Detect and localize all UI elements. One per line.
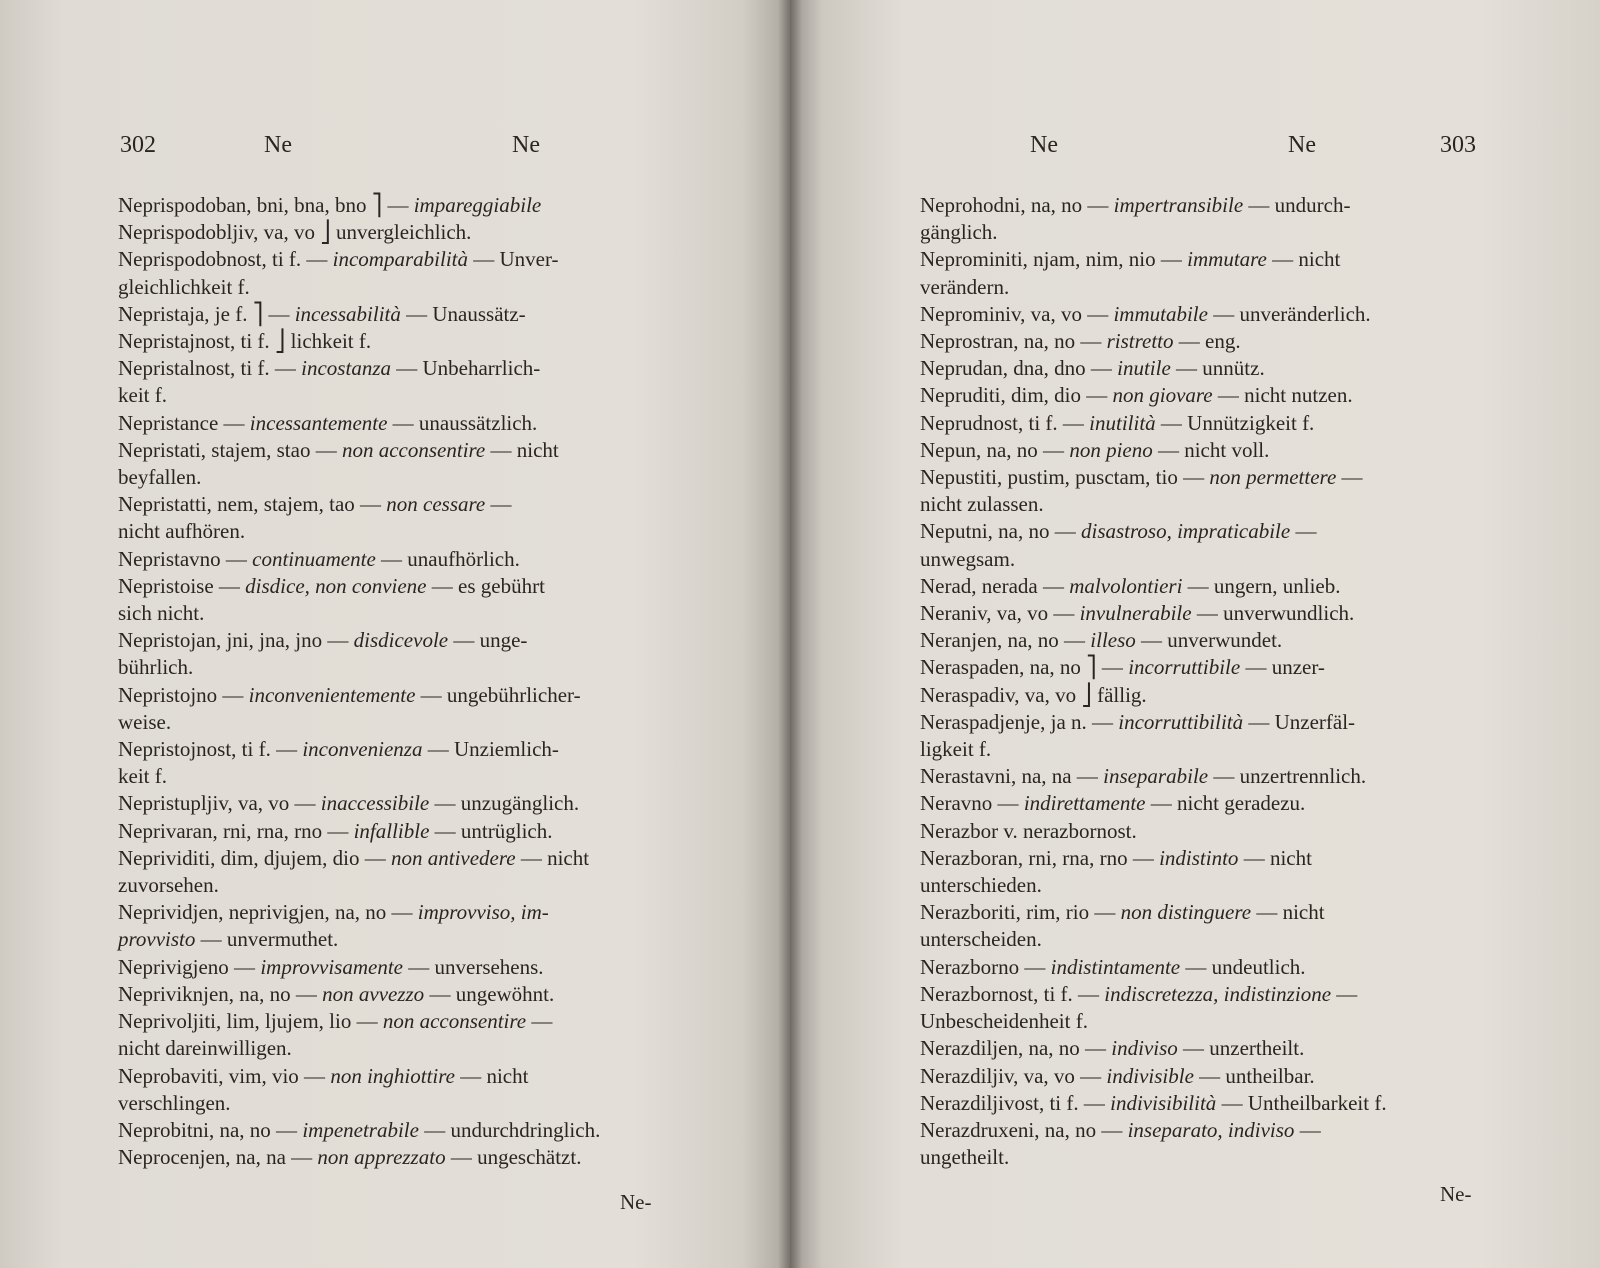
german-equivalent: — es gebührt [426,573,545,598]
german-equivalent: — untrüglich. [429,818,553,843]
entry-text: keit f. [118,764,167,789]
german-equivalent: — nicht [485,437,559,462]
entry-text: Neprivaran, rni, rna, rno — [118,818,354,843]
german-equivalent: — nicht [1251,900,1325,925]
entry-text: Nepustiti, pustim, pusctam, tio — [920,465,1210,490]
entry-line [118,954,718,981]
entry-line [118,382,718,409]
italian-equivalent: non avvezzo [322,981,425,1006]
entry-line [118,981,718,1008]
entry-text: unwegsam. [920,546,1016,571]
german-equivalent: — unveränderlich. [1207,301,1371,326]
entry-line [118,682,718,709]
italian-equivalent: non acconsentire [341,437,486,462]
entry-line [118,464,718,491]
entry-line [118,1008,718,1035]
entry-line [118,872,718,899]
entry-text: verschlingen. [118,1090,231,1115]
german-equivalent: — nicht [1266,247,1341,272]
entry-line [920,246,1540,273]
entry-text: Neraspadiv, va, vo ⎦ fällig. [920,682,1147,707]
italian-equivalent: impertransibile [1113,193,1244,217]
entry-line [920,654,1540,681]
german-equivalent: — [1290,519,1317,544]
entry-line [118,600,718,627]
italian-equivalent: invulnerabile [1079,601,1192,626]
italian-equivalent: indistinto [1159,845,1239,870]
entry-line [118,1144,718,1171]
german-equivalent: — [1336,465,1363,490]
german-equivalent: — nicht [515,845,590,870]
italian-equivalent: indirettamente [1023,791,1146,816]
entry-text: Nepruditi, dim, dio — [920,383,1113,408]
entry-text: Neprividjen, neprivigjen, na, no — [118,900,418,925]
entry-text: Nerastavni, na, na — [920,764,1104,789]
entry-line [118,736,718,763]
dictionary-entries-right [920,192,1540,1171]
entry-line [118,926,718,953]
german-equivalent: — ungern, unlieb. [1182,573,1341,598]
german-equivalent: — nicht nutzen. [1212,383,1353,408]
entry-line [118,1035,718,1062]
italian-equivalent: non giovare [1112,383,1213,408]
italian-equivalent: disdice, non conviene [245,573,427,598]
entry-line [118,246,718,273]
entry-line [920,818,1540,845]
entry-text: Nepriviknjen, na, no — [118,981,323,1006]
entry-text: Nepristajnost, ti f. ⎦ lichkeit f. [118,329,372,354]
entry-text: Nepristaja, je f. ⎤ — [118,301,295,326]
running-head-left: Ne [1030,132,1058,158]
entry-text: keit f. [118,383,167,408]
italian-equivalent: non permettere [1209,465,1337,490]
italian-equivalent: inaccessibile [320,791,430,816]
italian-equivalent: continuamente [252,546,376,571]
german-equivalent: — unaufhörlich. [375,546,520,571]
german-equivalent: — unzer- [1240,655,1325,680]
catchword: Ne- [1440,1182,1472,1206]
entry-text: Nepristance — [118,410,250,435]
entry-line [118,491,718,518]
entry-line [118,899,718,926]
entry-text: zuvorsehen. [118,873,219,898]
italian-equivalent: non antivedere [390,845,516,870]
entry-line [920,546,1540,573]
german-equivalent: — nicht voll. [1152,437,1270,462]
entry-text: nicht dareinwilligen. [118,1036,292,1061]
italian-equivalent: non distinguere [1120,900,1252,925]
entry-line [920,491,1540,518]
entry-line [920,1035,1540,1062]
entry-line [118,763,718,790]
entry-text: Nerazdiljen, na, no — [920,1036,1112,1061]
entry-line [118,1117,718,1144]
entry-text: nicht aufhören. [118,519,246,544]
running-head-right: Ne [512,132,540,158]
italian-equivalent: ristretto [1106,329,1174,354]
italian-equivalent: inseparabile [1103,764,1209,789]
entry-text: beyfallen. [118,465,202,490]
italian-equivalent: provvisto [118,927,196,952]
entry-text: Neraspaden, na, no ⎤ — [920,655,1129,680]
entry-line [920,899,1540,926]
entry-text: Neprocenjen, na, na — [118,1145,318,1170]
entry-text: Neputni, na, no — [920,519,1081,544]
entry-text: Neprivigjeno — [118,954,261,979]
italian-equivalent: incomparabilità [332,247,468,272]
entry-line [920,926,1540,953]
entry-line [920,954,1540,981]
entry-text: nicht zulassen. [920,492,1044,517]
italian-equivalent: non pieno [1069,437,1153,462]
entry-text: Nepristoise — [118,573,246,598]
entry-line [118,219,718,246]
entry-text: gleichlichkeit f. [118,274,250,299]
entry-text: Nepristupljiv, va, vo — [118,791,321,816]
entry-line [118,546,718,573]
entry-text: Nepristojnost, ti f. — [118,737,303,762]
entry-text: Nepristalnost, ti f. — [118,356,302,381]
italian-equivalent: inconvenienza [302,737,423,762]
entry-line [920,192,1540,219]
entry-text: Unbescheidenheit f. [920,1009,1088,1034]
italian-equivalent: inutilità [1089,410,1156,435]
italian-equivalent: non inghiottire [330,1063,455,1088]
entry-line [118,654,718,681]
german-equivalent: — Untheilbarkeit f. [1216,1090,1387,1115]
entry-line [920,627,1540,654]
entry-text: Neprominiv, va, vo — [920,301,1114,326]
italian-equivalent: disdicevole [353,628,449,653]
german-equivalent: — Unver- [468,247,559,272]
german-equivalent: — nicht [454,1063,529,1088]
entry-line [920,301,1540,328]
book-gutter [778,0,802,1268]
entry-text: Neraspadjenje, ja n. — [920,709,1119,734]
entry-text: Neravno — [920,791,1024,816]
left-page-header [0,132,790,172]
german-equivalent: — undurchdringlich. [418,1117,601,1142]
entry-text: Neprudnost, ti f. — [920,410,1090,435]
entry-line [920,328,1540,355]
entry-line [118,790,718,817]
italian-equivalent: inutile [1117,356,1171,381]
italian-equivalent: inconvenientemente [248,682,416,707]
entry-line [118,274,718,301]
entry-line [920,845,1540,872]
entry-text: Nerazdiljiv, va, vo — [920,1063,1107,1088]
italian-equivalent: infallible [353,818,430,843]
page-number: 302 [120,132,156,158]
entry-line [118,410,718,437]
italian-equivalent: immutabile [1113,301,1208,326]
entry-text: Nepristatti, nem, stajem, tao — [118,492,387,517]
entry-text: Neranjen, na, no — [920,628,1091,653]
entry-text: unterschieden. [920,873,1042,898]
italian-equivalent: impareggiabile [413,193,542,217]
entry-line [118,328,718,355]
german-equivalent: — ungewöhnt. [424,981,555,1006]
italian-equivalent: inseparato, indiviso [1127,1117,1295,1142]
italian-equivalent: incessantemente [249,410,388,435]
entry-text: Neprominiti, njam, nim, nio — [920,247,1188,272]
entry-line [118,437,718,464]
italian-equivalent: indivisible [1106,1063,1194,1088]
german-equivalent: — Unziemlich- [422,737,559,762]
entry-text: Nerad, nerada — [920,573,1070,598]
german-equivalent: — Unnützigkeit f. [1155,410,1315,435]
entry-line [920,1008,1540,1035]
entry-text: Nepun, na, no — [920,437,1070,462]
entry-text: Neprudan, dna, dno — [920,356,1118,381]
entry-text: ungetheilt. [920,1145,1010,1170]
entry-text: Nerazboriti, rim, rio — [920,900,1121,925]
entry-line [920,981,1540,1008]
german-equivalent: — Unaussätz- [400,301,526,326]
entry-text: Neprobaviti, vim, vio — [118,1063,331,1088]
entry-line [118,301,718,328]
dictionary-entries-left [118,192,718,1171]
entry-text: Nepristati, stajem, stao — [118,437,342,462]
german-equivalent: — undurch- [1243,193,1351,217]
entry-line [118,818,718,845]
entry-text: weise. [118,709,172,734]
italian-equivalent: malvolontieri [1069,573,1183,598]
entry-line [920,790,1540,817]
entry-text: Nepristojno — [118,682,249,707]
entry-line [118,192,718,219]
entry-line [118,709,718,736]
entry-line [920,872,1540,899]
running-head-left: Ne [264,132,292,158]
entry-line [920,410,1540,437]
german-equivalent: — nicht geradezu. [1145,791,1306,816]
entry-line [118,627,718,654]
entry-line [920,1063,1540,1090]
german-equivalent: — unzugänglich. [429,791,580,816]
german-equivalent: — [1331,981,1358,1006]
entry-line [920,682,1540,709]
german-equivalent: — unverwundlich. [1191,601,1355,626]
german-equivalent: — unaussätzlich. [387,410,538,435]
entry-text: Neprispodobljiv, va, vo ⎦ unvergleichlich. [118,220,472,245]
german-equivalent: — Unzerfäl- [1243,709,1356,734]
page-number: 303 [1440,132,1476,158]
italian-equivalent: improvvisamente [260,954,403,979]
german-equivalent: — nicht [1238,845,1312,870]
entry-line [920,763,1540,790]
entry-text: Nepristavno — [118,546,253,571]
right-page-header [790,132,1600,172]
entry-text: Neprivoljiti, lim, ljujem, lio — [118,1009,383,1034]
german-equivalent: — unnütz. [1170,356,1265,381]
entry-text: verändern. [920,274,1010,299]
italian-equivalent: incorruttibilità [1118,709,1244,734]
entry-text: Nerazdruxeni, na, no — [920,1117,1128,1142]
entry-text: Nerazbornost, ti f. — [920,981,1105,1006]
left-page [0,0,790,1268]
german-equivalent: — unge- [448,628,528,653]
entry-line [118,845,718,872]
italian-equivalent: indivisibilità [1110,1090,1217,1115]
entry-line [920,1090,1540,1117]
italian-equivalent: non acconsentire [382,1009,527,1034]
entry-text: sich nicht. [118,601,205,626]
entry-text: unterscheiden. [920,927,1042,952]
german-equivalent: — [485,492,512,517]
entry-text: Neprobitni, na, no — [118,1117,303,1142]
entry-line [920,518,1540,545]
entry-text: Neprostran, na, no — [920,329,1107,354]
italian-equivalent: incorruttibile [1128,655,1241,680]
entry-line [920,274,1540,301]
german-equivalent: — [526,1009,553,1034]
entry-line [920,573,1540,600]
entry-text: Nepristojan, jni, jna, jno — [118,628,354,653]
german-equivalent: — untheilbar. [1193,1063,1315,1088]
italian-equivalent: non apprezzato [317,1145,446,1170]
german-equivalent: — unversehens. [403,954,544,979]
italian-equivalent: impenetrabile [302,1117,419,1142]
italian-equivalent: indiviso [1111,1036,1178,1061]
entry-line [920,1117,1540,1144]
entry-text: Neprispodobnost, ti f. — [118,247,333,272]
german-equivalent: — Unbeharrlich- [391,356,541,381]
entry-line [920,709,1540,736]
italian-equivalent: indistintamente [1050,954,1181,979]
entry-line [920,437,1540,464]
italian-equivalent: indiscretezza, indistinzione [1104,981,1332,1006]
german-equivalent: — unverwundet. [1135,628,1283,653]
entry-line [118,1090,718,1117]
entry-text: Nerazborno — [920,954,1051,979]
italian-equivalent: immutare [1187,247,1267,272]
german-equivalent: — unzertheilt. [1177,1036,1305,1061]
right-page [790,0,1600,1268]
entry-text: Nerazdiljivost, ti f. — [920,1090,1111,1115]
catchword: Ne- [620,1190,652,1214]
entry-line [118,1063,718,1090]
entry-text: ligkeit f. [920,737,992,762]
german-equivalent: — undeutlich. [1180,954,1306,979]
italian-equivalent: illeso [1090,628,1136,653]
italian-equivalent: disastroso, impraticabile [1080,519,1291,544]
entry-text: Neprispodoban, bni, bna, bno ⎤ — [118,193,414,217]
entry-text: Nerazboran, rni, rna, rno — [920,845,1160,870]
italian-equivalent: improvviso, im- [417,900,549,925]
german-equivalent: — [1294,1117,1321,1142]
entry-text: Neraniv, va, vo — [920,601,1080,626]
running-head-right: Ne [1288,132,1316,158]
entry-line [920,1144,1540,1171]
german-equivalent: — unvermuthet. [195,927,339,952]
entry-text: Nerazbor v. nerazbornost. [920,818,1137,843]
german-equivalent: — unzertrennlich. [1208,764,1367,789]
entry-line [920,736,1540,763]
italian-equivalent: non cessare [386,492,486,517]
entry-line [118,573,718,600]
entry-line [920,382,1540,409]
entry-text: gänglich. [920,220,998,245]
entry-text: Neprohodni, na, no — [920,193,1114,217]
entry-line [118,355,718,382]
german-equivalent: — eng. [1173,329,1241,354]
entry-line [920,355,1540,382]
entry-line [920,219,1540,246]
entry-line [920,464,1540,491]
entry-text: bührlich. [118,655,194,680]
entry-text: Neprividiti, dim, djujem, dio — [118,845,391,870]
entry-line [118,518,718,545]
german-equivalent: — ungebührlicher- [415,682,581,707]
german-equivalent: — ungeschätzt. [445,1145,582,1170]
italian-equivalent: incostanza [301,356,391,381]
italian-equivalent: incessabilità [294,301,401,326]
entry-line [920,600,1540,627]
